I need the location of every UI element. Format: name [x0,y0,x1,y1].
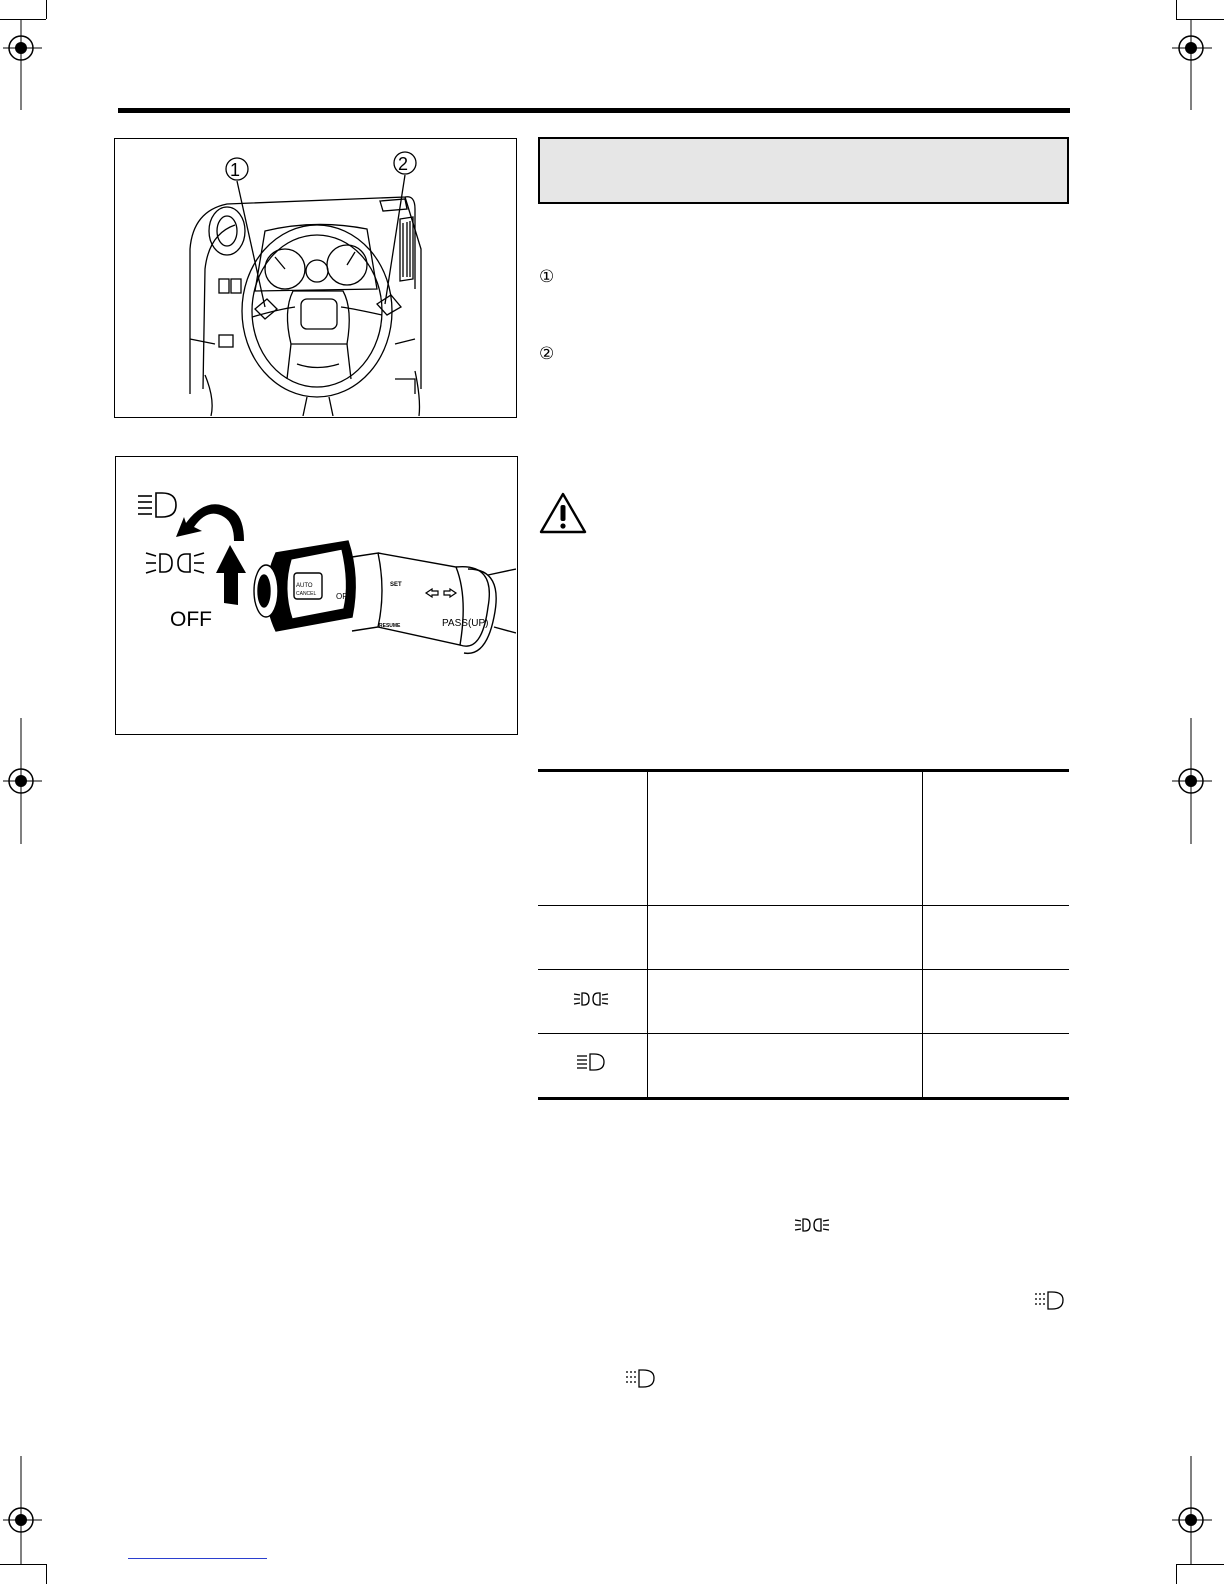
table-cell [647,1034,922,1099]
cancel-label: CANCEL [296,591,317,597]
crop-mark-bl-h [0,1564,46,1565]
table-row [538,906,1069,970]
set-label: SET [390,582,402,588]
crop-mark-bl-v [46,1564,47,1584]
headlamp-icon [138,493,176,517]
registration-mark-br-icon [1168,1456,1214,1564]
table-cell [647,970,922,1034]
headlamp-icon [574,1052,610,1074]
table-cell [922,970,1069,1034]
warning-triangle-icon [539,491,587,535]
registration-mark-tl-icon [0,20,46,110]
callout-1-label: 1 [230,160,241,180]
header-rule [118,108,1070,113]
list-marker-1: ① [539,267,555,286]
registration-mark-tr-icon [1168,20,1214,110]
side-lamp-icon [146,553,204,573]
pass-up-label: PASS(UP) [442,618,489,629]
rotate-arrow-upper-icon [176,504,244,541]
footer-link[interactable] [128,1558,267,1559]
rotate-arrow-lower-icon [216,545,246,605]
table-cell [647,906,922,970]
table-cell-icon [538,906,647,970]
side-lamp-icon [572,989,612,1009]
table-header-cell [922,771,1069,906]
table-row [538,1034,1069,1099]
registration-mark-bl-icon [0,1456,46,1564]
resume-label: RESUME [379,623,401,629]
table-header-cell [647,771,922,906]
table-header-row [538,771,1069,906]
table-row [538,970,1069,1034]
table-cell-icon [538,970,647,1034]
crop-mark-br-h [1176,1564,1224,1565]
crop-mark-br-v [1176,1564,1177,1584]
table-cell [922,1034,1069,1099]
crop-mark-tr-v [1176,0,1177,19]
registration-mark-mr-icon [1168,718,1214,844]
section-heading-box [538,137,1069,204]
steering-wheel-illustration [115,139,515,416]
figure-lighting-switch [115,456,518,735]
dipped-beam-icon [624,1368,658,1390]
table-cell [922,906,1069,970]
table-header-cell [538,771,647,906]
list-marker-2: ② [539,344,555,363]
registration-mark-ml-icon [0,718,46,844]
lighting-lever-illustration [116,457,516,733]
callout-2-label: 2 [398,154,409,174]
turn-signal-icon [426,589,456,597]
dipped-beam-icon [1033,1290,1067,1312]
lamp-table [538,769,1069,1100]
off-position-label: OFF [170,608,212,631]
table-cell-icon [538,1034,647,1099]
figure-dashboard [114,138,517,418]
lever-off-label: OFF [336,592,352,601]
auto-label: AUTO [296,583,313,589]
side-lamp-icon [793,1215,833,1235]
crop-mark-tl-v [46,0,47,19]
